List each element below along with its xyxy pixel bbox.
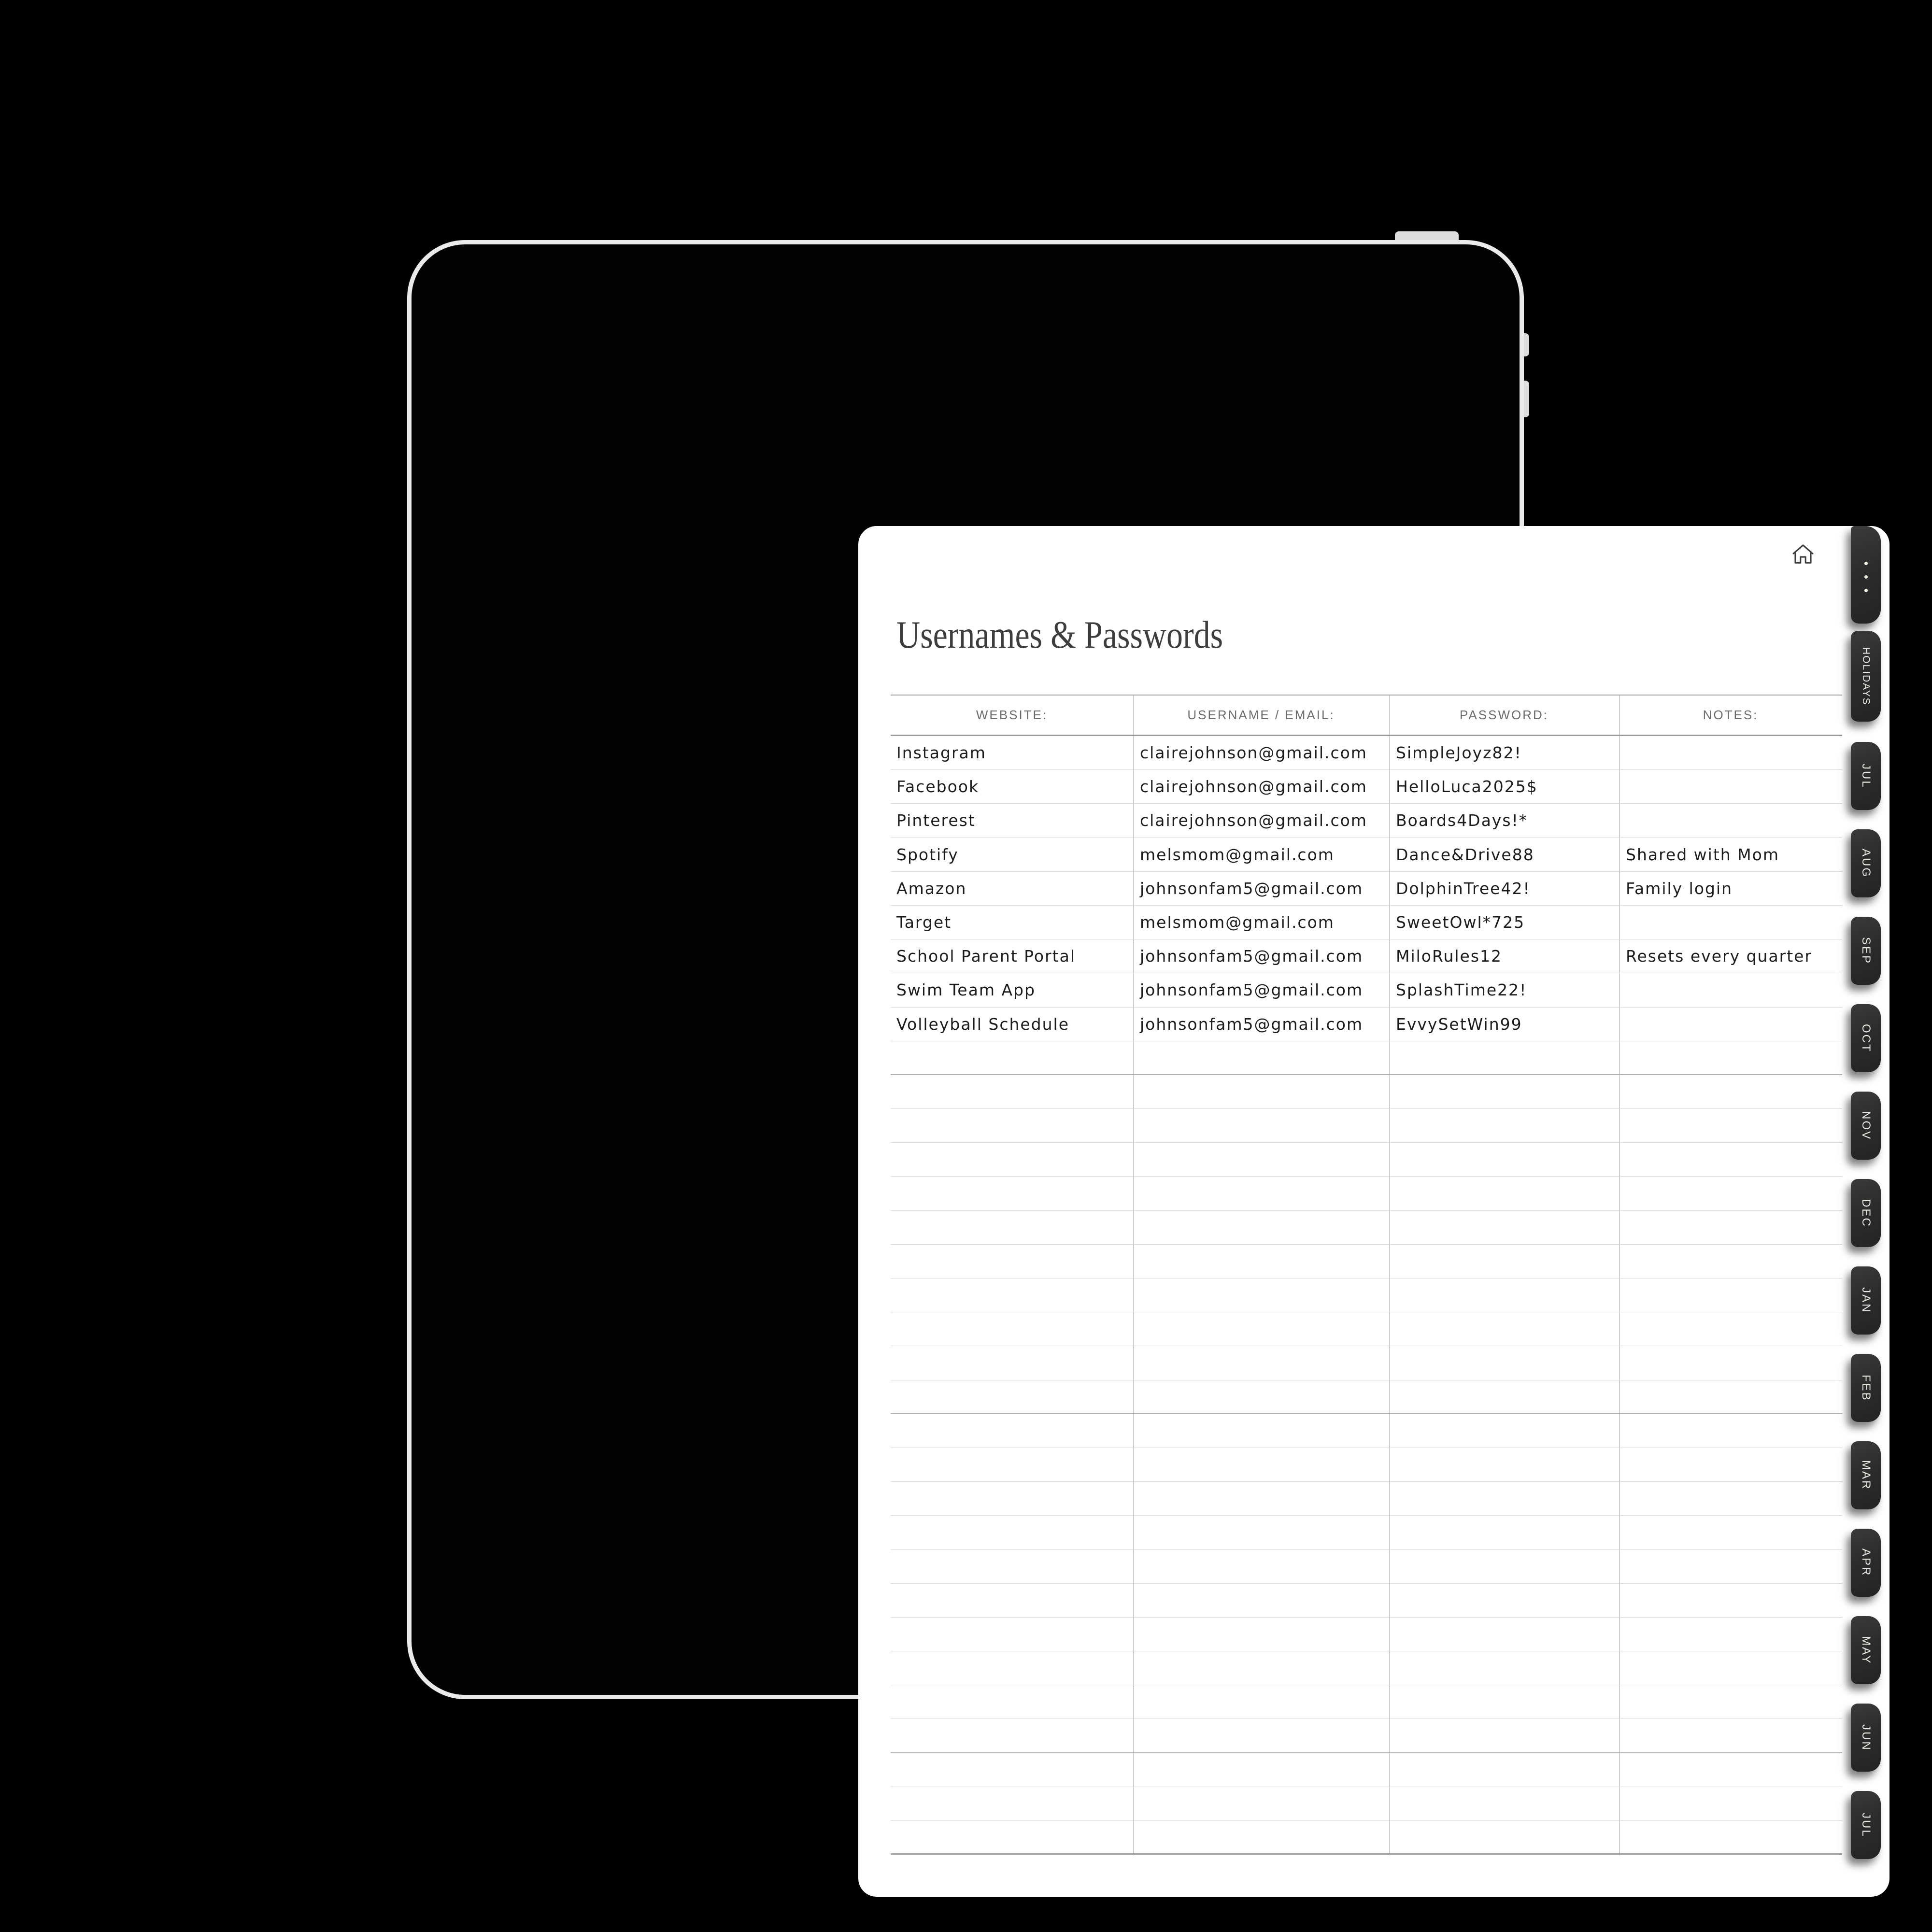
tab-may[interactable] [1851,1616,1881,1684]
table-row [891,973,1842,1007]
cell-password: Dance&Drive88 [1396,845,1534,864]
table-row [891,939,1842,973]
cell-password [1389,1651,1619,1685]
table-row-empty [891,1821,1842,1855]
table-row-empty [891,1414,1842,1448]
cell-password [1389,1618,1619,1651]
cell-notes: Shared with Mom [1626,845,1779,864]
tab-feb[interactable] [1851,1354,1881,1422]
table-row-empty [891,1177,1842,1210]
cell-username: clairejohnson@gmail.com [1140,811,1367,830]
cell-notes [1619,1211,1842,1244]
cell-password [1389,1245,1619,1278]
cell-notes [1619,736,1842,769]
cell-username [1133,1041,1389,1074]
cell-website: Pinterest [896,811,976,830]
tab-label: NOV [1860,1110,1873,1140]
tab-jan[interactable] [1851,1266,1881,1335]
cell-password: EvvySetWin99 [1396,1014,1522,1034]
table-row-empty [891,1719,1842,1753]
tab-label: FEB [1860,1374,1873,1402]
cell-password: Boards4Days!* [1396,811,1528,830]
cell-password [1389,1346,1619,1379]
header-username: USERNAME / EMAIL: [1187,708,1335,722]
tab-oct[interactable] [1851,1004,1881,1072]
cell-password [1389,1550,1619,1583]
planner-page [858,526,1889,1897]
cell-username [1133,1414,1389,1448]
cell-username [1133,1618,1389,1651]
cell-notes: Family login [1626,879,1733,898]
table-row [891,1008,1842,1041]
tab-sep[interactable] [1851,917,1881,985]
cell-username [1133,1448,1389,1481]
cell-notes [1619,770,1842,803]
cell-username [1133,1550,1389,1583]
cell-website [891,1143,1133,1176]
table-row-empty [891,1651,1842,1685]
cell-website [891,1821,1133,1853]
cell-website [891,1041,1133,1074]
tablet-frame [407,240,1873,1838]
cell-username [1133,1177,1389,1210]
cell-website [891,1177,1133,1210]
table-row-empty [891,1448,1842,1482]
cell-website: Spotify [896,845,959,864]
cell-notes [1619,1787,1842,1820]
ellipsis-dots-icon [1864,589,1868,592]
cell-notes [1619,1719,1842,1752]
cell-website: School Parent Portal [896,947,1076,966]
table-row-empty [891,1041,1842,1075]
cell-notes [1619,1109,1842,1142]
ellipsis-dots-icon [1864,562,1868,565]
cell-username: johnsonfam5@gmail.com [1140,879,1364,898]
table-row-empty [891,1245,1842,1279]
tab-nov[interactable] [1851,1092,1881,1160]
passwords-table [891,695,1842,1855]
cell-password: SplashTime22! [1396,980,1527,1000]
cell-notes [1619,1245,1842,1278]
cell-password [1389,1380,1619,1413]
cell-password [1389,1448,1619,1481]
header-website: WEBSITE: [976,708,1048,722]
cell-username [1133,1787,1389,1820]
cell-notes [1619,973,1842,1007]
cell-website [891,1651,1133,1685]
cell-notes [1619,1651,1842,1685]
cell-website: Instagram [896,743,986,763]
cell-username [1133,1719,1389,1752]
table-row-empty [891,1211,1842,1245]
cell-website [891,1075,1133,1108]
cell-website [891,1685,1133,1719]
cell-password [1389,1821,1619,1853]
cell-username: melsmom@gmail.com [1140,913,1335,932]
cell-username [1133,1516,1389,1549]
tab-label: MAR [1860,1460,1873,1491]
tab-dec[interactable] [1851,1179,1881,1247]
cell-password [1389,1516,1619,1549]
table-row-empty [891,1550,1842,1584]
cell-username [1133,1346,1389,1379]
cell-password [1389,1787,1619,1820]
cell-password [1389,1109,1619,1142]
cell-notes [1619,1346,1842,1379]
cell-password [1389,1211,1619,1244]
cell-username [1133,1143,1389,1176]
tab-label: JUN [1860,1724,1873,1751]
cell-password: DolphinTree42! [1396,879,1531,898]
cell-password: SweetOwl*725 [1396,913,1525,932]
table-row [891,770,1842,804]
cell-username [1133,1245,1389,1278]
tab-label: OCT [1860,1023,1873,1053]
table-row [891,736,1842,770]
cell-website: Facebook [896,777,980,796]
cell-username: melsmom@gmail.com [1140,845,1335,864]
cell-notes [1619,1312,1842,1346]
cell-notes [1619,1041,1842,1074]
cell-username [1133,1685,1389,1719]
table-row [891,838,1842,872]
cell-notes [1619,1380,1842,1413]
tab-jul[interactable] [1851,742,1881,810]
cell-password [1389,1685,1619,1719]
cell-username: johnsonfam5@gmail.com [1140,947,1364,966]
tab-label: JUL [1860,763,1873,789]
table-row-empty [891,1312,1842,1346]
cell-username: johnsonfam5@gmail.com [1140,1014,1364,1034]
cell-website: Target [896,913,952,932]
cell-website [891,1211,1133,1244]
cell-password: HelloLuca2025$ [1396,777,1538,796]
table-row-empty [891,1109,1842,1143]
tab-mar[interactable] [1851,1441,1881,1509]
cell-password [1389,1753,1619,1787]
cell-website [891,1109,1133,1142]
table-row-empty [891,1584,1842,1618]
table-row-empty [891,1346,1842,1380]
cell-notes [1619,1482,1842,1515]
table-row-empty [891,1075,1842,1109]
cell-password [1389,1584,1619,1617]
cell-website [891,1414,1133,1448]
tab-holidays[interactable] [1851,631,1881,722]
cell-password [1389,1279,1619,1312]
tab-apr[interactable] [1851,1529,1881,1597]
cell-website [891,1346,1133,1379]
cell-website [891,1584,1133,1617]
cell-website [891,1719,1133,1752]
header-notes: NOTES: [1703,708,1759,722]
cell-website [891,1516,1133,1549]
cell-username [1133,1753,1389,1787]
cell-notes [1619,1177,1842,1210]
table-row-empty [891,1618,1842,1651]
cell-username [1133,1482,1389,1515]
cell-website [891,1279,1133,1312]
table-row [891,906,1842,939]
cell-website [891,1312,1133,1346]
tab-label: MAY [1860,1635,1873,1665]
cell-username [1133,1075,1389,1108]
cell-notes [1619,1821,1842,1853]
cell-notes [1619,1685,1842,1719]
cell-password: SimpleJoyz82! [1396,743,1522,763]
home-icon[interactable] [1790,541,1816,567]
cell-username [1133,1821,1389,1853]
cell-notes [1619,1753,1842,1787]
table-row-empty [891,1753,1842,1787]
cell-username: clairejohnson@gmail.com [1140,777,1367,796]
tab-label: HOLIDAYS [1861,647,1872,706]
header-password: PASSWORD: [1460,708,1548,722]
cell-notes [1619,1516,1842,1549]
cell-notes: Resets every quarter [1626,947,1813,966]
tab-label: JUL [1860,1812,1873,1838]
cell-notes [1619,906,1842,939]
ellipsis-dots-icon [1864,575,1868,579]
cell-username: clairejohnson@gmail.com [1140,743,1367,763]
cell-password [1389,1482,1619,1515]
cell-password: MiloRules12 [1396,947,1503,966]
tab-jun[interactable] [1851,1704,1881,1772]
cell-website: Volleyball Schedule [896,1014,1070,1034]
cell-notes [1619,1279,1842,1312]
table-row [891,804,1842,838]
cell-username [1133,1312,1389,1346]
cell-username [1133,1109,1389,1142]
cell-password [1389,1041,1619,1074]
cell-password [1389,1143,1619,1176]
tab-label: APR [1860,1548,1873,1577]
cell-password [1389,1177,1619,1210]
cell-notes [1619,804,1842,837]
cell-password [1389,1075,1619,1108]
tab-aug[interactable] [1851,829,1881,897]
cell-notes [1619,1584,1842,1617]
cell-username [1133,1279,1389,1312]
tab-label: DEC [1860,1198,1873,1228]
cell-password [1389,1719,1619,1752]
cell-website [891,1753,1133,1787]
tab-jul-2[interactable] [1851,1791,1881,1859]
cell-website [891,1787,1133,1820]
cell-notes [1619,1143,1842,1176]
cell-notes [1619,1414,1842,1448]
table-row-empty [891,1380,1842,1414]
table-row-empty [891,1685,1842,1719]
table-row-empty [891,1482,1842,1516]
table-row [891,872,1842,906]
cell-website [891,1482,1133,1515]
cell-website [891,1245,1133,1278]
cell-username [1133,1651,1389,1685]
cell-username [1133,1211,1389,1244]
table-row-empty [891,1279,1842,1312]
table-header-row [891,695,1842,736]
cell-notes [1619,1008,1842,1041]
page-title: Usernames & Passwords [896,614,1223,656]
cell-username: johnsonfam5@gmail.com [1140,980,1364,1000]
cell-website: Swim Team App [896,980,1036,1000]
cell-notes [1619,1075,1842,1108]
table-row-empty [891,1787,1842,1821]
cell-username [1133,1584,1389,1617]
table-row-empty [891,1143,1842,1177]
tab-more[interactable] [1851,526,1881,624]
cell-website [891,1448,1133,1481]
cell-password [1389,1414,1619,1448]
cell-notes [1619,1550,1842,1583]
cell-notes [1619,1618,1842,1651]
cell-notes [1619,1448,1842,1481]
tab-label: AUG [1860,848,1873,878]
cell-website [891,1380,1133,1413]
cell-username [1133,1380,1389,1413]
cell-website [891,1550,1133,1583]
cell-website: Amazon [896,879,967,898]
cell-password [1389,1312,1619,1346]
tab-label: JAN [1860,1287,1873,1314]
table-body [891,736,1842,1855]
tab-label: SEP [1860,937,1873,965]
table-row-empty [891,1516,1842,1549]
cell-website [891,1618,1133,1651]
